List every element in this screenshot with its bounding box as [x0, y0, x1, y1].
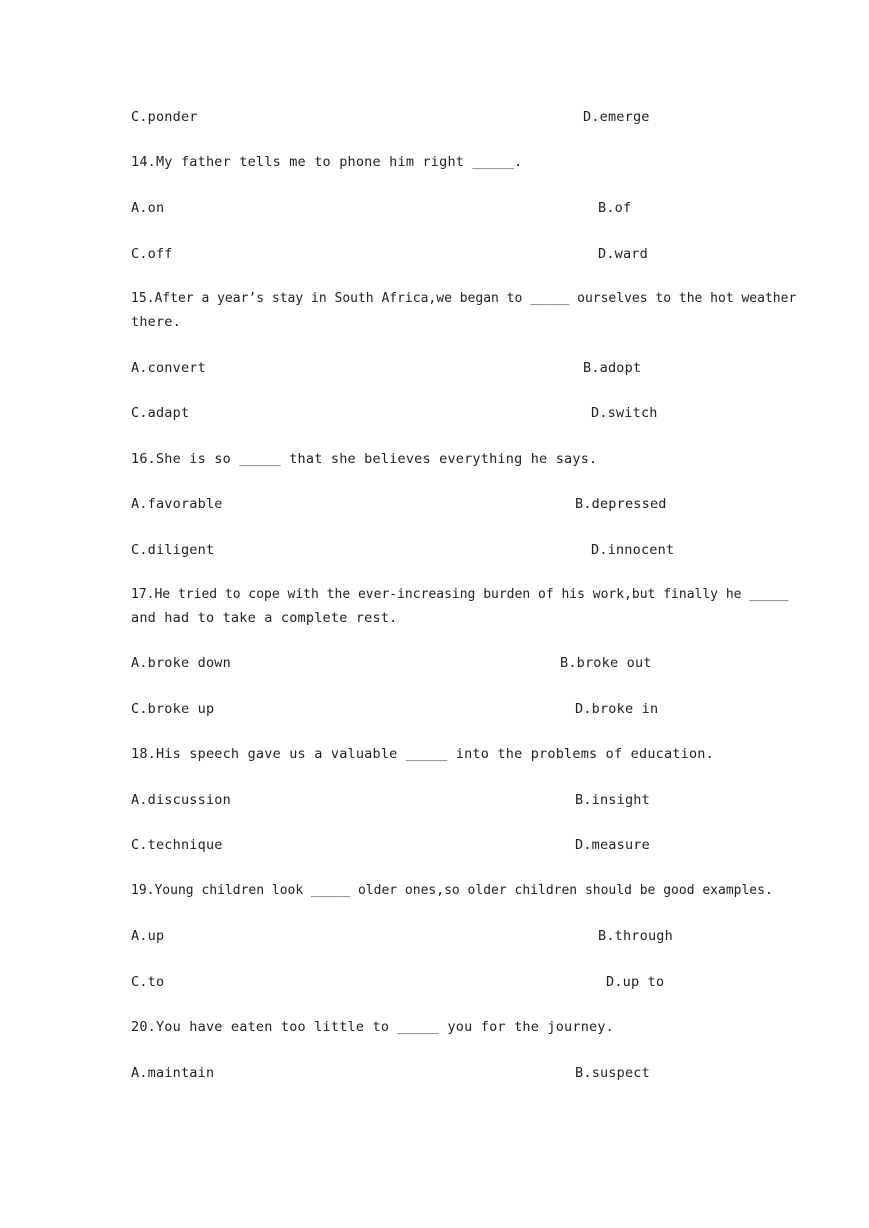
option-16-c: C.diligent	[131, 542, 215, 558]
option-19-a: A.up	[131, 928, 165, 944]
option-17-d: D.broke in	[575, 701, 659, 717]
option-18-b: B.insight	[575, 792, 650, 808]
option-15-a: A.convert	[131, 360, 206, 376]
option-19-b: B.through	[598, 928, 673, 944]
option-17-b: B.broke out	[560, 655, 652, 671]
question-19-stem: 19.Young children look _____ older ones,so older children should be good examples.	[131, 883, 773, 898]
option-15-d: D.switch	[591, 405, 658, 421]
option-13-d: D.emerge	[583, 109, 650, 125]
option-16-d: D.innocent	[591, 542, 675, 558]
option-19-d: D.up to	[606, 974, 665, 990]
question-15-stem-line-2: there.	[131, 314, 181, 330]
option-16-a: A.favorable	[131, 496, 223, 512]
question-14-stem: 14.My father tells me to phone him right _____.	[131, 154, 523, 170]
question-17-stem-line-1: 17.He tried to cope with the ever-increasing burden of his work,but finally he _____	[131, 587, 789, 602]
option-20-b: B.suspect	[575, 1065, 650, 1081]
question-18-stem: 18.His speech gave us a valuable _____ into the problems of education.	[131, 746, 714, 762]
option-18-a: A.discussion	[131, 792, 231, 808]
option-14-a: A.on	[131, 200, 165, 216]
option-18-c: C.technique	[131, 837, 223, 853]
option-16-b: B.depressed	[575, 496, 667, 512]
option-14-c: C.off	[131, 246, 173, 262]
question-16-stem: 16.She is so _____ that she believes everything he says.	[131, 451, 598, 467]
option-18-d: D.measure	[575, 837, 650, 853]
option-17-c: C.broke up	[131, 701, 215, 717]
question-17-stem-line-2: and had to take a complete rest.	[131, 610, 398, 626]
option-13-c: C.ponder	[131, 109, 198, 125]
option-14-d: D.ward	[598, 246, 648, 262]
option-19-c: C.to	[131, 974, 165, 990]
option-15-c: C.adapt	[131, 405, 190, 421]
option-20-a: A.maintain	[131, 1065, 215, 1081]
option-15-b: B.adopt	[583, 360, 642, 376]
question-15-stem-line-1: 15.After a year’s stay in South Africa,we began to _____ ourselves to the hot weather	[131, 291, 797, 306]
option-14-b: B.of	[598, 200, 632, 216]
option-17-a: A.broke down	[131, 655, 231, 671]
question-20-stem: 20.You have eaten too little to _____ you for the journey.	[131, 1019, 615, 1035]
